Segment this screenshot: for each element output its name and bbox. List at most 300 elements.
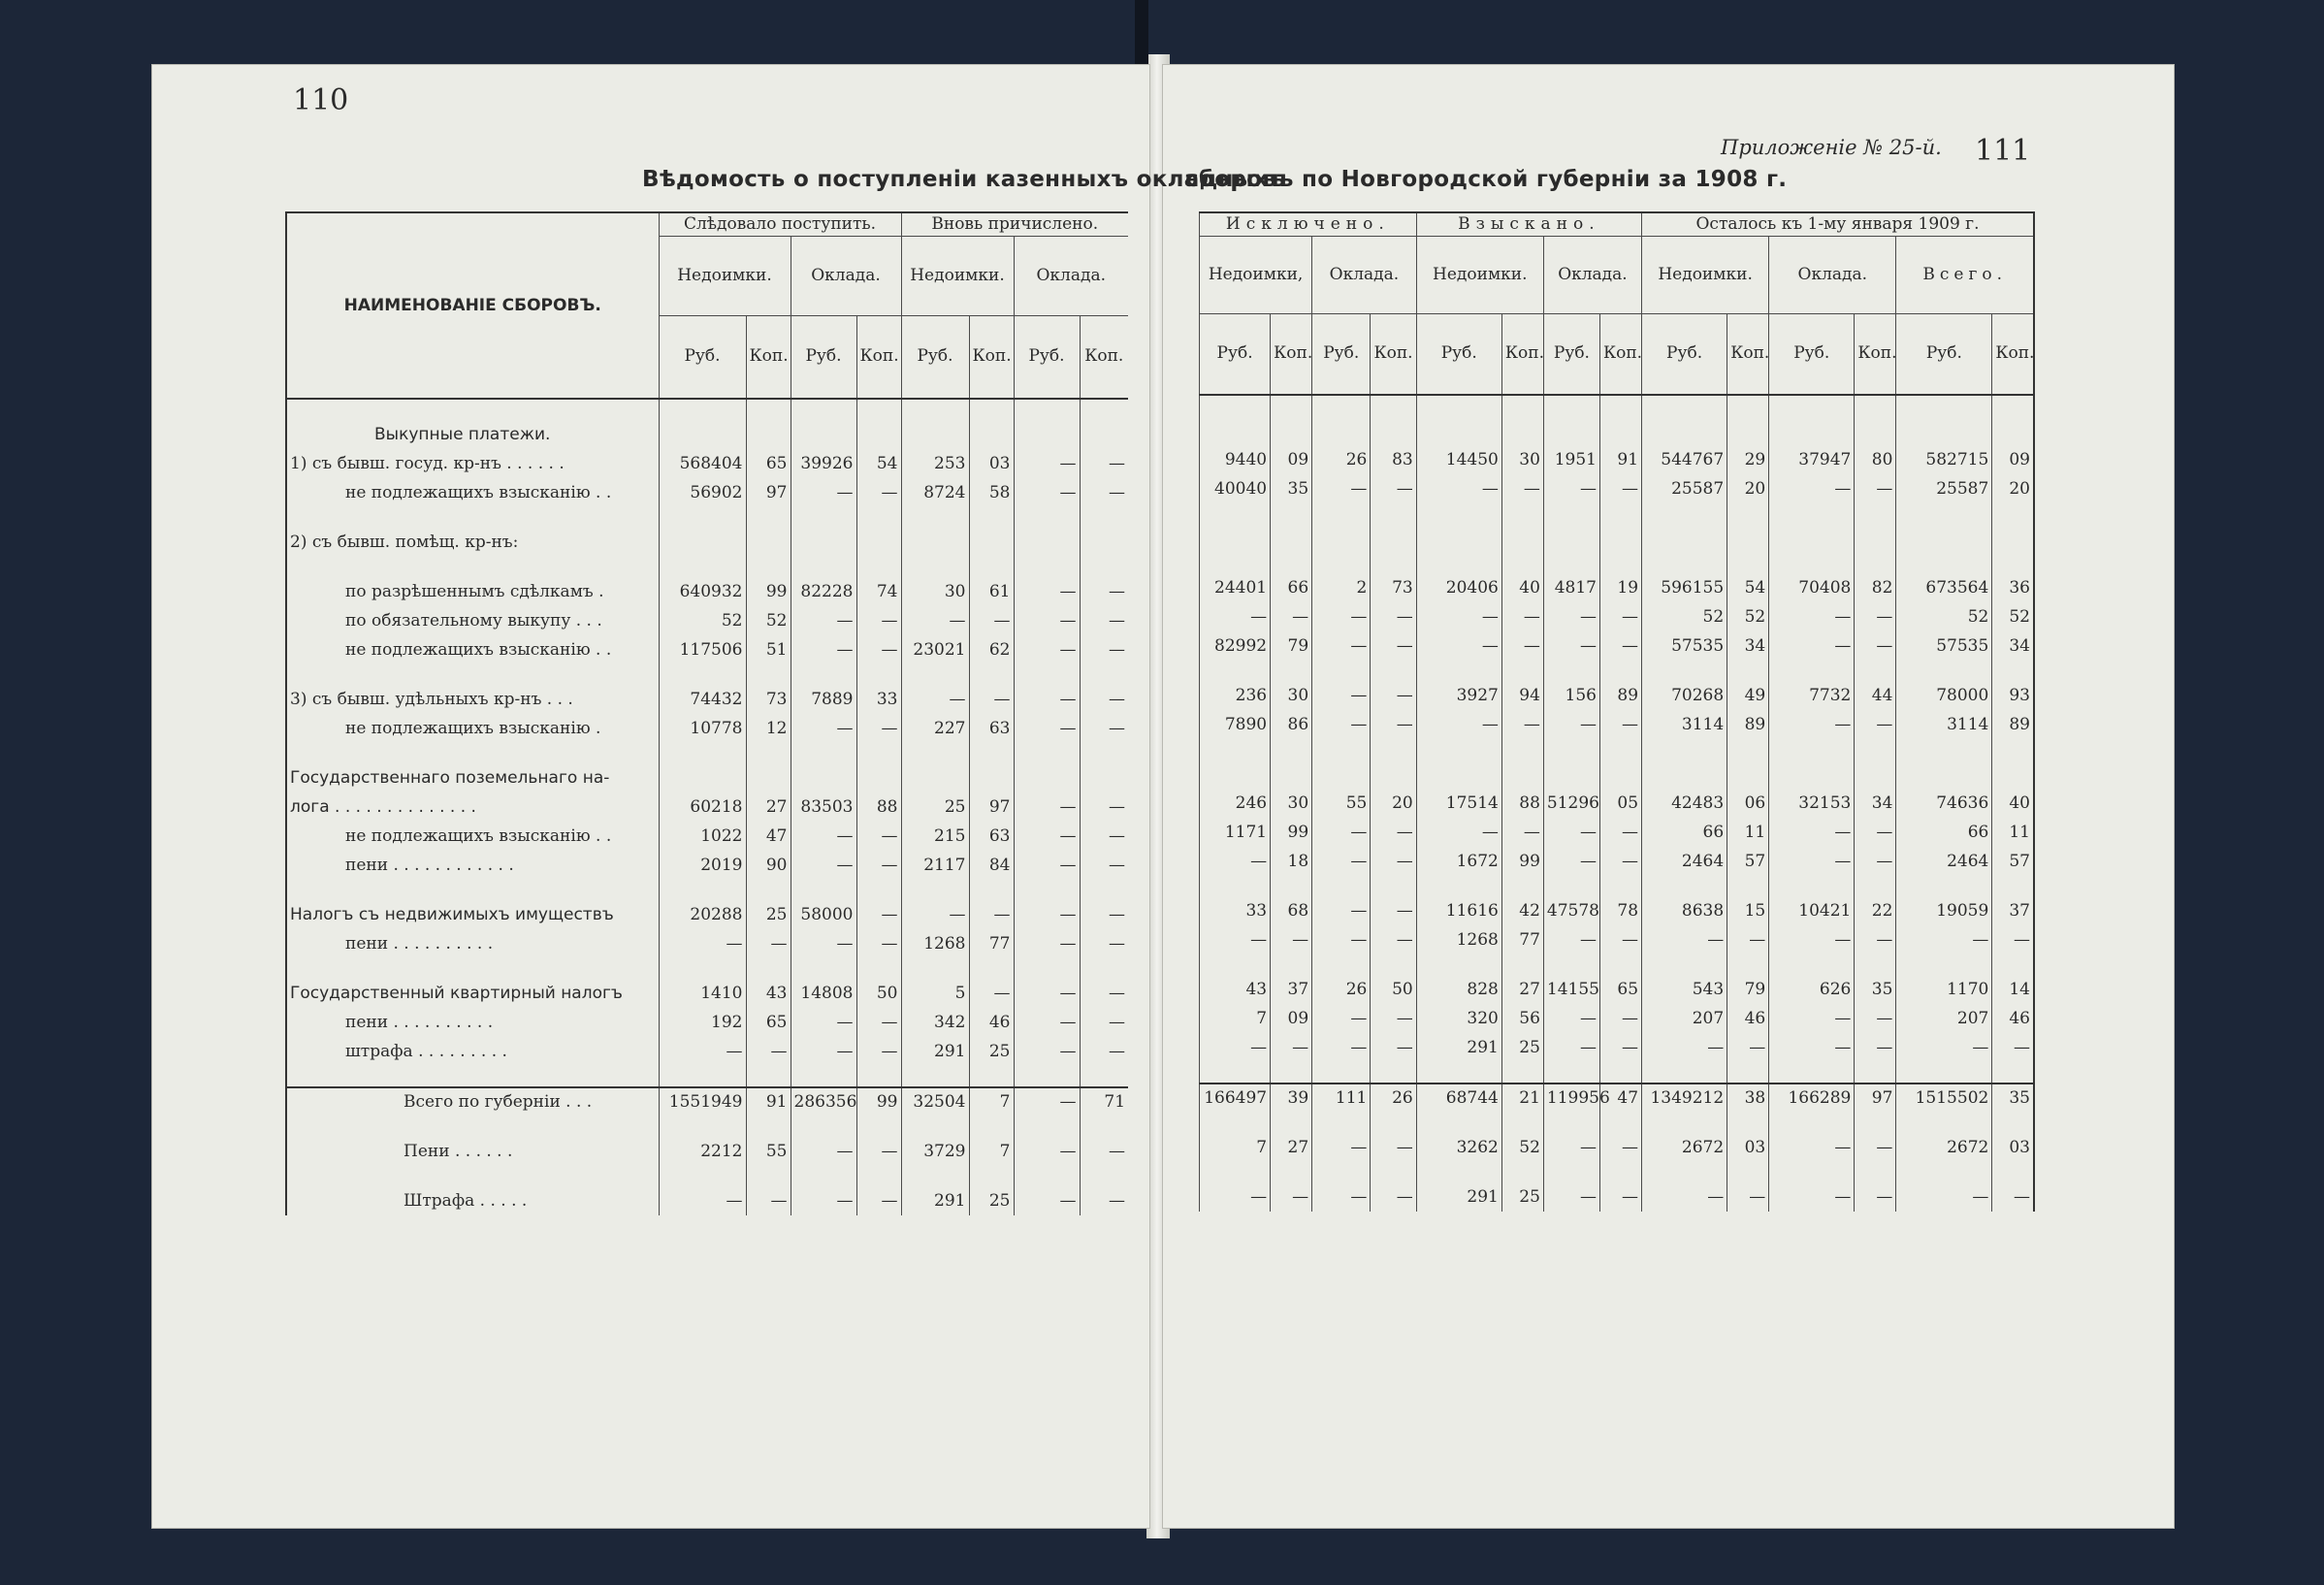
cell-rub: —	[1200, 1182, 1271, 1212]
row-label: пени . . . . . . . . . .	[286, 929, 659, 958]
cell-rub: 7732	[1769, 681, 1855, 710]
cell-kop	[1271, 739, 1312, 760]
cell-kop: 35	[1271, 474, 1312, 503]
cell-rub	[1200, 1062, 1271, 1084]
cell-rub	[1896, 1162, 1992, 1182]
cell-kop: 66	[1271, 573, 1312, 602]
cell-kop: 44	[1855, 681, 1896, 710]
cell-rub	[1642, 876, 1727, 896]
cell-kop	[1855, 1162, 1896, 1182]
cell-rub	[1200, 954, 1271, 975]
table-row	[1200, 1133, 2035, 1162]
cell-kop: 09	[1271, 1004, 1312, 1033]
cell-rub	[1200, 739, 1271, 760]
cell-kop: 19	[1599, 573, 1641, 602]
cell-rub: —	[791, 1137, 856, 1166]
cell-rub: —	[1769, 925, 1855, 954]
table-row	[286, 851, 1128, 880]
cell-rub	[1312, 661, 1371, 681]
row-label: не подлежащихъ взысканію . .	[286, 635, 659, 664]
cell-rub	[1312, 1162, 1371, 1182]
cell-kop	[1855, 760, 1896, 789]
cell-kop: —	[1080, 1037, 1128, 1066]
cell-rub: —	[1014, 1137, 1080, 1166]
cell-kop: 27	[1271, 1133, 1312, 1162]
cell-kop	[1371, 416, 1416, 445]
cell-kop	[1855, 503, 1896, 524]
cell-kop	[1727, 739, 1769, 760]
cell-rub	[1416, 739, 1501, 760]
table-row	[1200, 925, 2035, 954]
cell-rub	[1896, 661, 1992, 681]
table-row	[286, 958, 1128, 979]
cell-kop	[1855, 553, 1896, 573]
cell-kop: 34	[1992, 631, 2034, 661]
cell-kop	[1599, 1113, 1641, 1133]
cell-kop: 63	[969, 822, 1014, 851]
cell-kop: 54	[1727, 573, 1769, 602]
cell-kop	[1080, 763, 1128, 792]
cell-rub: 246	[1200, 789, 1271, 818]
cell-kop: 18	[1271, 847, 1312, 876]
cell-kop	[1501, 503, 1543, 524]
table-row	[1200, 681, 2035, 710]
cell-kop	[1271, 661, 1312, 681]
cell-rub: 20288	[659, 900, 746, 929]
cell-rub: 2	[1312, 573, 1371, 602]
table-row	[286, 880, 1128, 900]
table-row	[286, 929, 1128, 958]
cell-rub	[1543, 395, 1599, 416]
header-kop: Коп.	[1080, 315, 1128, 399]
cell-kop	[1992, 395, 2034, 416]
cell-kop	[1501, 876, 1543, 896]
cell-kop: 33	[856, 685, 901, 714]
cell-rub: 32153	[1769, 789, 1855, 818]
row-label	[286, 1066, 659, 1087]
cell-kop: —	[1371, 602, 1416, 631]
row-label: пени . . . . . . . . . .	[286, 1008, 659, 1037]
cell-kop	[1992, 1113, 2034, 1133]
cell-rub	[659, 880, 746, 900]
cell-kop: —	[1855, 1182, 1896, 1212]
cell-kop: —	[1501, 631, 1543, 661]
cell-rub	[901, 557, 969, 577]
table-row	[286, 664, 1128, 685]
cell-kop: 91	[746, 1087, 791, 1116]
cell-rub: —	[791, 478, 856, 507]
cell-kop: —	[1080, 685, 1128, 714]
cell-kop	[1080, 1116, 1128, 1137]
cell-rub: —	[791, 1037, 856, 1066]
cell-rub	[1200, 503, 1271, 524]
cell-rub: 2464	[1642, 847, 1727, 876]
cell-rub: 3729	[901, 1137, 969, 1166]
table-row	[286, 685, 1128, 714]
table-row	[1200, 896, 2035, 925]
cell-kop: —	[1371, 925, 1416, 954]
cell-rub	[1416, 954, 1501, 975]
cell-rub: —	[1200, 847, 1271, 876]
cell-rub	[791, 507, 856, 528]
cell-rub: 32504	[901, 1087, 969, 1116]
cell-kop: —	[856, 1008, 901, 1037]
header-oklada: Оклада.	[791, 237, 901, 316]
cell-rub	[1200, 1113, 1271, 1133]
table-row	[1200, 847, 2035, 876]
cell-rub	[901, 763, 969, 792]
row-label: 1) съ бывш. госуд. кр-нъ . . . . . .	[286, 449, 659, 478]
cell-rub: —	[1200, 602, 1271, 631]
header-kop: Коп.	[1855, 313, 1896, 395]
cell-rub: —	[1200, 1033, 1271, 1062]
cell-rub	[791, 420, 856, 449]
row-label: Государственнаго поземельнаго на-	[286, 763, 659, 792]
cell-rub	[1014, 743, 1080, 763]
cell-rub: —	[1896, 925, 1992, 954]
cell-kop: 03	[1727, 1133, 1769, 1162]
cell-rub: —	[791, 822, 856, 851]
cell-rub	[659, 763, 746, 792]
cell-rub: —	[1014, 822, 1080, 851]
cell-kop	[969, 557, 1014, 577]
cell-rub: 1171	[1200, 818, 1271, 847]
cell-kop	[856, 664, 901, 685]
cell-kop	[746, 743, 791, 763]
cell-kop	[1501, 1062, 1543, 1084]
cell-rub: 10778	[659, 714, 746, 743]
cell-kop	[969, 958, 1014, 979]
cell-kop	[1371, 395, 1416, 416]
cell-rub: —	[1014, 851, 1080, 880]
cell-rub	[1769, 553, 1855, 573]
cell-rub: 227	[901, 714, 969, 743]
cell-kop: 90	[746, 851, 791, 880]
cell-rub	[1200, 524, 1271, 553]
cell-kop: 25	[969, 1186, 1014, 1215]
cell-rub: —	[1769, 474, 1855, 503]
cell-rub: 55	[1312, 789, 1371, 818]
header-kop: Коп.	[746, 315, 791, 399]
cell-kop	[746, 958, 791, 979]
cell-rub: 626	[1769, 975, 1855, 1004]
cell-kop	[1855, 876, 1896, 896]
row-label: пени . . . . . . . . . . . .	[286, 851, 659, 880]
cell-kop	[969, 420, 1014, 449]
row-label: не подлежащихъ взысканію .	[286, 714, 659, 743]
cell-kop	[1371, 954, 1416, 975]
cell-rub: 66	[1642, 818, 1727, 847]
cell-rub: —	[1312, 474, 1371, 503]
cell-rub	[1312, 876, 1371, 896]
cell-rub: 320	[1416, 1004, 1501, 1033]
cell-rub: 82228	[791, 577, 856, 606]
cell-rub	[1200, 416, 1271, 445]
cell-rub	[1200, 1162, 1271, 1182]
table-row	[1200, 818, 2035, 847]
cell-rub	[1769, 661, 1855, 681]
cell-kop: 05	[1599, 789, 1641, 818]
cell-kop	[969, 763, 1014, 792]
cell-kop: 30	[1271, 789, 1312, 818]
cell-kop	[1855, 1113, 1896, 1133]
cell-rub	[1416, 395, 1501, 416]
cell-rub: 291	[1416, 1033, 1501, 1062]
cell-kop	[1371, 661, 1416, 681]
table-row	[1200, 1182, 2035, 1212]
row-label: 3) съ бывш. удѣльныхъ кр-нъ . . .	[286, 685, 659, 714]
cell-rub	[1896, 760, 1992, 789]
table-row	[1200, 474, 2035, 503]
header-rub: Руб.	[1896, 313, 1992, 395]
cell-rub: 7890	[1200, 710, 1271, 739]
cell-rub: 47578	[1543, 896, 1599, 925]
cell-kop	[1080, 507, 1128, 528]
cell-rub: 2117	[901, 851, 969, 880]
cell-kop: 71	[1080, 1087, 1128, 1116]
cell-kop: —	[856, 851, 901, 880]
cell-kop: —	[1599, 710, 1641, 739]
cell-rub	[1543, 1113, 1599, 1133]
cell-kop	[1992, 503, 2034, 524]
cell-kop: —	[1599, 818, 1641, 847]
cell-rub	[1642, 739, 1727, 760]
cell-kop: 55	[746, 1137, 791, 1166]
cell-kop: 89	[1727, 710, 1769, 739]
cell-rub	[1416, 416, 1501, 445]
row-label: Всего по губерніи . . .	[286, 1087, 659, 1116]
cell-rub: 253	[901, 449, 969, 478]
table-row	[286, 1116, 1128, 1137]
cell-kop: —	[1371, 710, 1416, 739]
cell-rub: —	[1312, 925, 1371, 954]
left-title: Вѣдомость о поступленіи казенныхъ окладныхъ	[642, 167, 1286, 192]
header-kop: Коп.	[856, 315, 901, 399]
cell-kop	[1080, 1166, 1128, 1186]
cell-kop: —	[746, 929, 791, 958]
cell-rub	[901, 420, 969, 449]
cell-rub	[1769, 1113, 1855, 1133]
table-row	[1200, 1084, 2035, 1113]
table-row	[286, 1166, 1128, 1186]
cell-rub	[1416, 760, 1501, 789]
cell-kop: 68	[1271, 896, 1312, 925]
cell-kop	[1080, 880, 1128, 900]
cell-kop: 11	[1992, 818, 2034, 847]
cell-kop: —	[1080, 851, 1128, 880]
table-row	[286, 743, 1128, 763]
cell-rub	[1769, 416, 1855, 445]
cell-rub: —	[1543, 847, 1599, 876]
cell-kop: —	[856, 606, 901, 635]
cell-kop: —	[1080, 606, 1128, 635]
row-label: Пени . . . . . .	[286, 1137, 659, 1166]
cell-rub	[1642, 1113, 1727, 1133]
cell-kop: —	[1080, 1186, 1128, 1215]
cell-rub: —	[1543, 631, 1599, 661]
cell-rub: 2672	[1896, 1133, 1992, 1162]
cell-rub	[659, 1066, 746, 1087]
cell-rub: 66	[1896, 818, 1992, 847]
cell-kop	[1599, 954, 1641, 975]
cell-rub: 56902	[659, 478, 746, 507]
cell-kop	[856, 743, 901, 763]
cell-rub: 544767	[1642, 445, 1727, 474]
table-row	[1200, 876, 2035, 896]
cell-rub: —	[1543, 1182, 1599, 1212]
cell-rub: 2019	[659, 851, 746, 880]
cell-rub	[1416, 503, 1501, 524]
table-row	[1200, 954, 2035, 975]
table-row	[286, 822, 1128, 851]
cell-rub	[1642, 395, 1727, 416]
cell-rub	[1200, 395, 1271, 416]
cell-kop: 11	[1727, 818, 1769, 847]
cell-rub	[1543, 553, 1599, 573]
cell-kop: —	[1599, 1182, 1641, 1212]
cell-kop	[969, 1116, 1014, 1137]
cell-kop	[1371, 553, 1416, 573]
cell-kop: —	[1855, 474, 1896, 503]
cell-rub	[791, 664, 856, 685]
cell-rub: 57535	[1896, 631, 1992, 661]
cell-rub: —	[1014, 979, 1080, 1008]
cell-rub: —	[1896, 1182, 1992, 1212]
cell-kop	[1501, 395, 1543, 416]
cell-rub: 23021	[901, 635, 969, 664]
cell-kop: 14	[1992, 975, 2034, 1004]
cell-kop: 73	[1371, 573, 1416, 602]
cell-rub	[1769, 395, 1855, 416]
cell-rub: —	[1312, 602, 1371, 631]
table-row	[1200, 760, 2035, 789]
cell-rub	[1014, 1066, 1080, 1087]
table-row	[286, 557, 1128, 577]
cell-kop	[1371, 876, 1416, 896]
cell-kop	[1599, 1062, 1641, 1084]
table-row	[286, 449, 1128, 478]
cell-rub	[1769, 739, 1855, 760]
cell-kop	[746, 664, 791, 685]
cell-kop: 99	[856, 1087, 901, 1116]
cell-kop: —	[856, 1137, 901, 1166]
cell-kop	[1599, 553, 1641, 573]
cell-rub: 42483	[1642, 789, 1727, 818]
cell-rub: 291	[1416, 1182, 1501, 1212]
cell-rub	[1200, 661, 1271, 681]
cell-kop: 94	[1501, 681, 1543, 710]
cell-rub: 1268	[1416, 925, 1501, 954]
cell-rub	[1543, 739, 1599, 760]
cell-kop	[1855, 954, 1896, 975]
cell-kop: —	[1271, 1033, 1312, 1062]
cell-rub: 83503	[791, 792, 856, 822]
table-row	[1200, 503, 2035, 524]
cell-kop	[1501, 553, 1543, 573]
cell-kop: —	[969, 606, 1014, 635]
cell-rub: 1349212	[1642, 1084, 1727, 1113]
cell-kop	[856, 420, 901, 449]
table-row	[286, 1066, 1128, 1087]
cell-rub: —	[791, 929, 856, 958]
cell-kop	[1371, 503, 1416, 524]
cell-kop	[746, 1116, 791, 1137]
left-table	[285, 211, 1128, 1215]
cell-rub	[1769, 524, 1855, 553]
cell-rub: —	[1769, 631, 1855, 661]
table-row	[286, 1087, 1128, 1116]
cell-kop: —	[1080, 449, 1128, 478]
header-vnov: Вновь причислено.	[901, 212, 1128, 237]
cell-kop: 06	[1727, 789, 1769, 818]
cell-kop	[1080, 664, 1128, 685]
cell-kop: —	[1501, 710, 1543, 739]
cell-rub	[1896, 876, 1992, 896]
row-label: штрафа . . . . . . . . .	[286, 1037, 659, 1066]
cell-rub: —	[1014, 449, 1080, 478]
cell-rub	[1416, 661, 1501, 681]
cell-rub	[1769, 760, 1855, 789]
cell-rub	[1312, 954, 1371, 975]
cell-kop	[1501, 524, 1543, 553]
cell-kop: —	[1727, 1182, 1769, 1212]
cell-rub: —	[1312, 896, 1371, 925]
cell-rub: 166497	[1200, 1084, 1271, 1113]
header-rub: Руб.	[1642, 313, 1727, 395]
cell-rub	[1014, 557, 1080, 577]
cell-rub	[1014, 399, 1080, 420]
row-label: Налогъ съ недвижимыхъ имуществъ	[286, 900, 659, 929]
cell-kop	[969, 664, 1014, 685]
cell-rub	[1642, 760, 1727, 789]
cell-rub: 1515502	[1896, 1084, 1992, 1113]
cell-kop: —	[1855, 818, 1896, 847]
cell-rub	[1014, 1166, 1080, 1186]
cell-rub: 582715	[1896, 445, 1992, 474]
cell-kop: 40	[1501, 573, 1543, 602]
cell-kop: 79	[1271, 631, 1312, 661]
cell-kop	[969, 507, 1014, 528]
cell-kop	[1992, 1062, 2034, 1084]
cell-rub	[1896, 1062, 1992, 1084]
cell-kop	[1727, 1162, 1769, 1182]
cell-kop: —	[1371, 1004, 1416, 1033]
cell-kop: 37	[1271, 975, 1312, 1004]
cell-kop	[856, 507, 901, 528]
table-row	[1200, 661, 2035, 681]
cell-kop: 52	[1992, 602, 2034, 631]
cell-rub: 52	[659, 606, 746, 635]
cell-kop: —	[1599, 847, 1641, 876]
cell-kop	[856, 1066, 901, 1087]
cell-kop: —	[1599, 1004, 1641, 1033]
cell-rub: 51296	[1543, 789, 1599, 818]
cell-rub	[1014, 664, 1080, 685]
cell-rub	[1642, 553, 1727, 573]
right-page-number: 111	[1975, 134, 2031, 168]
cell-rub: —	[1769, 602, 1855, 631]
cell-kop: 86	[1271, 710, 1312, 739]
cell-rub: —	[1312, 1133, 1371, 1162]
cell-kop	[1271, 954, 1312, 975]
cell-rub: 25587	[1896, 474, 1992, 503]
header-vsego: Всего.	[1896, 236, 2034, 313]
cell-rub	[901, 528, 969, 557]
cell-rub: —	[1896, 1033, 1992, 1062]
cell-rub: 543	[1642, 975, 1727, 1004]
header-kop: Коп.	[1371, 313, 1416, 395]
cell-kop	[746, 1066, 791, 1087]
